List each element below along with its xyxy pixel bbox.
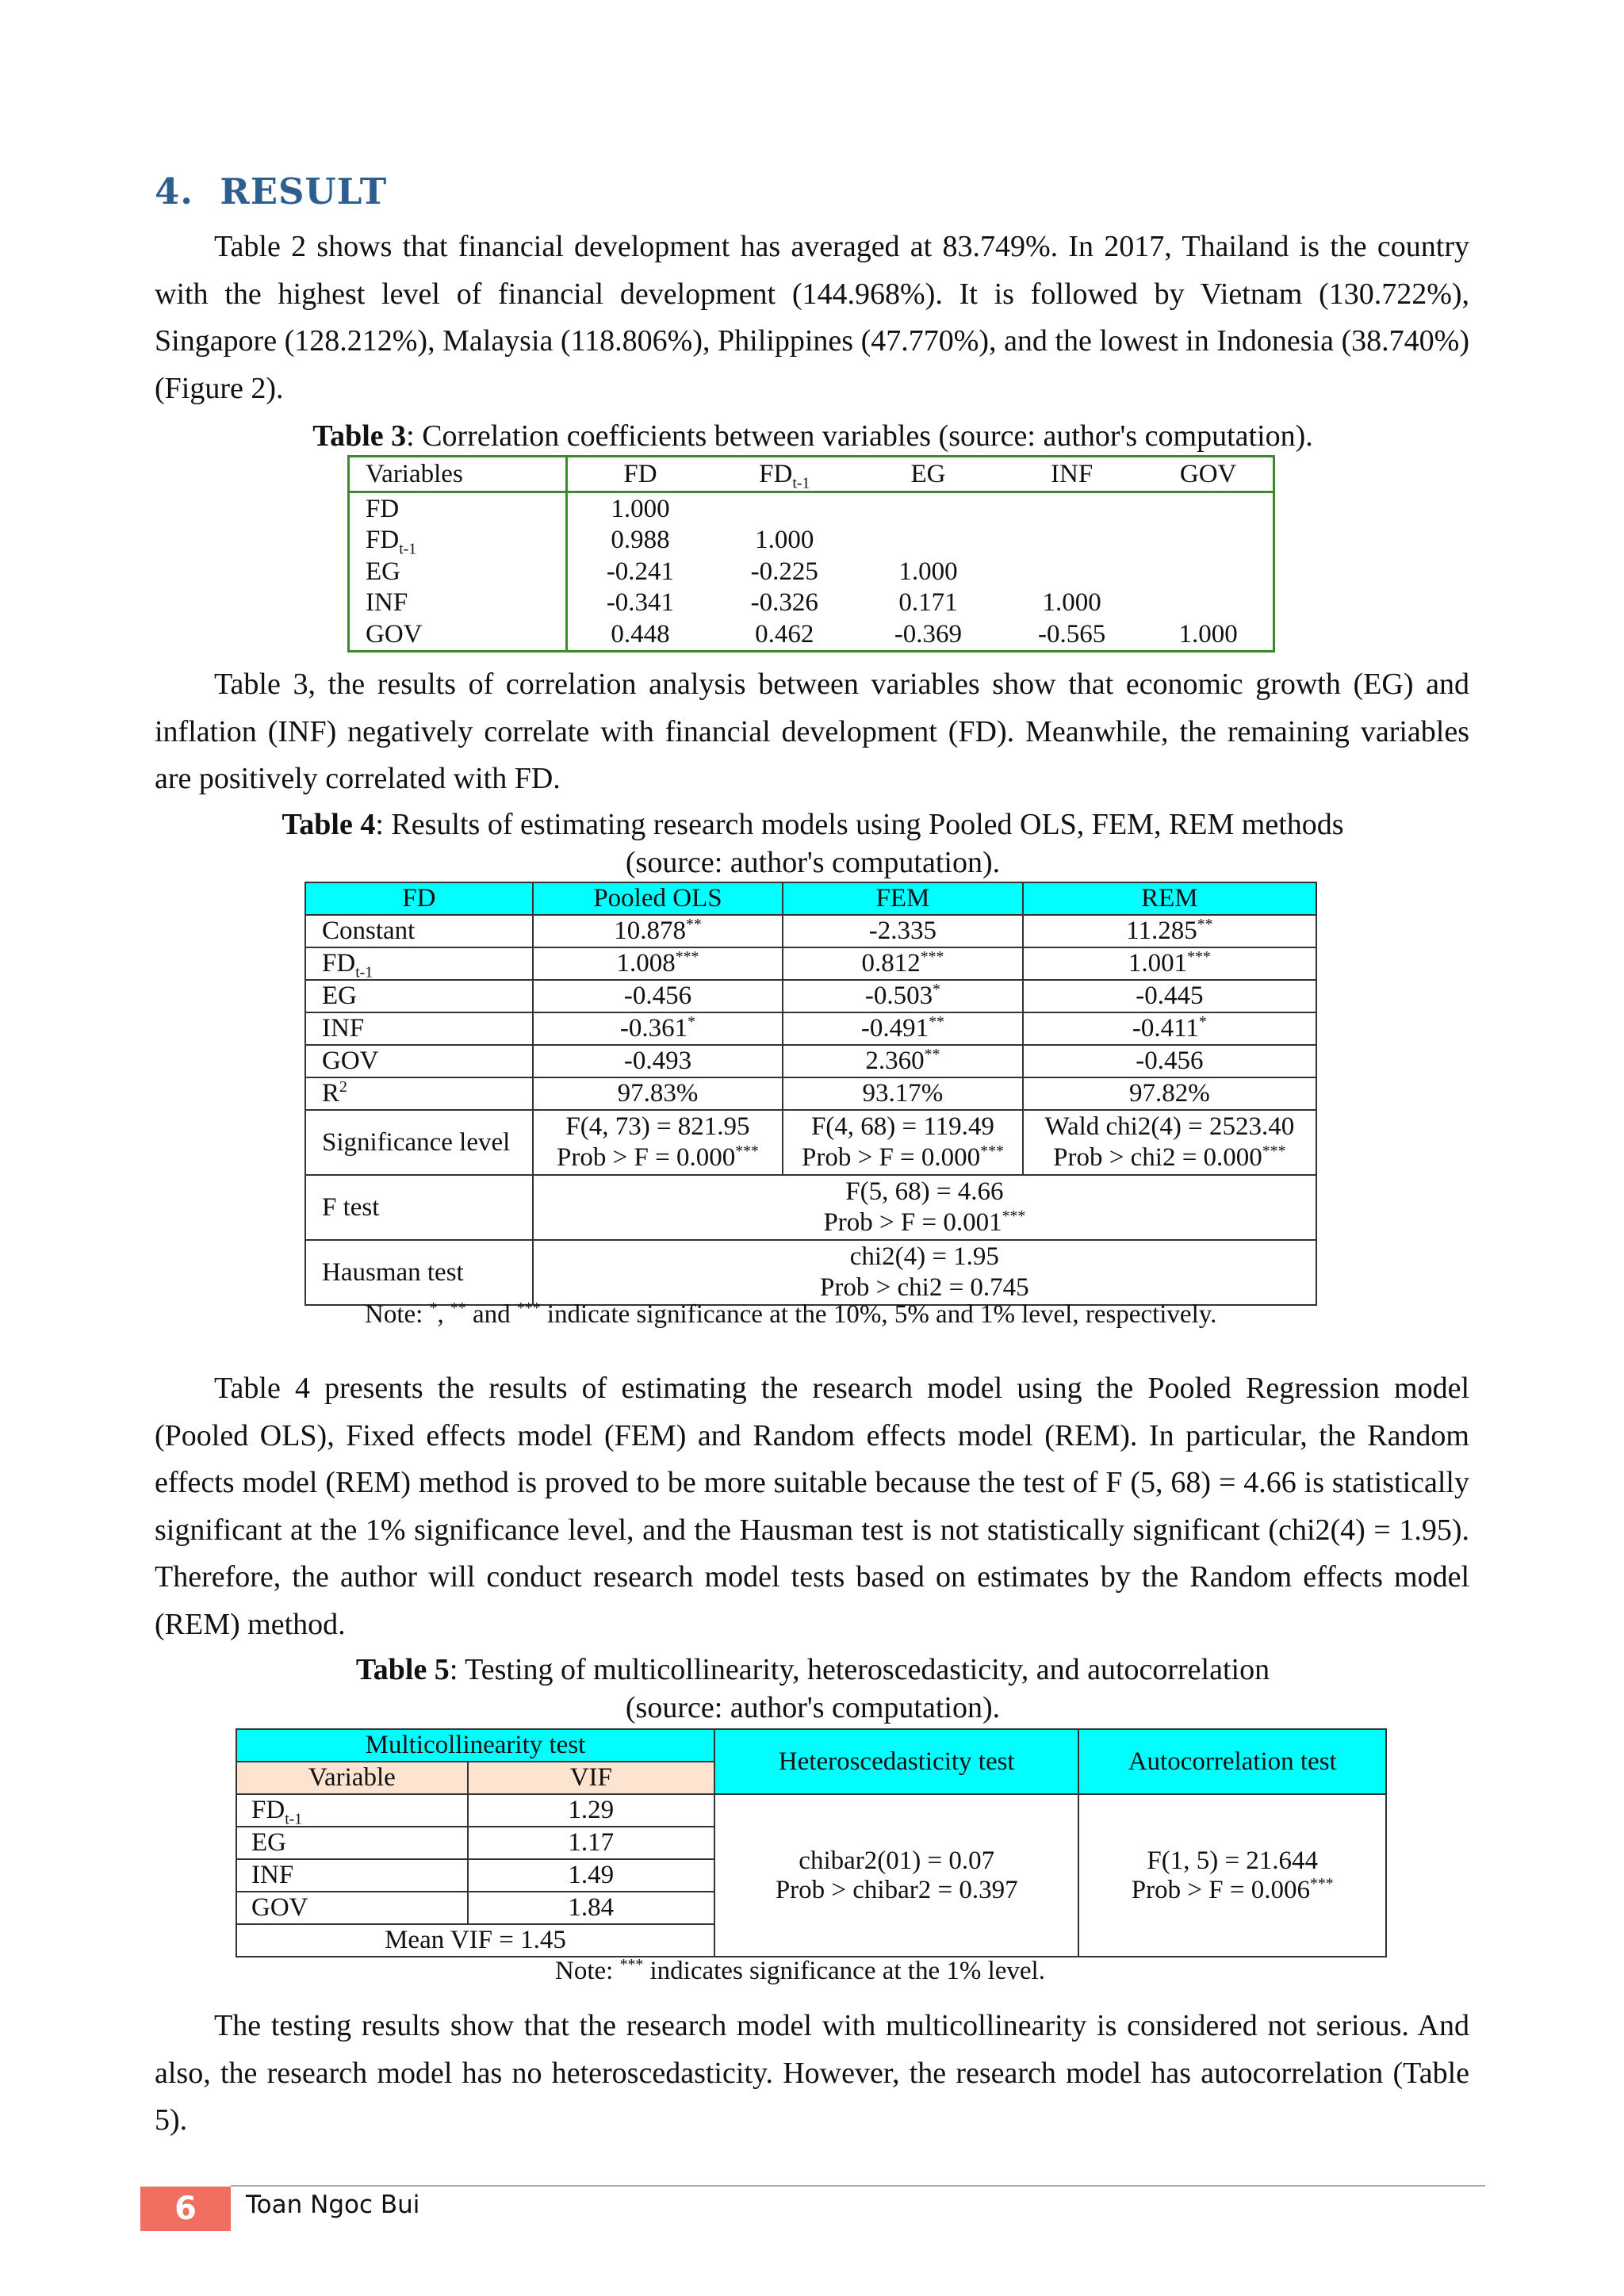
significance-stars: *: [933, 981, 940, 998]
significance-stars: ***: [1309, 1874, 1334, 1892]
cell: [783, 1045, 1022, 1077]
prob-line: Prob > F = 0.001: [823, 1208, 1002, 1237]
cell: 0.171: [898, 588, 958, 618]
note-text: indicate significance at the 10%, 5% and 1% level, respectively.: [540, 1300, 1217, 1329]
significance-stars: ***: [675, 948, 699, 966]
var-text: FD: [366, 494, 400, 523]
author-name: Toan Ngoc Bui: [246, 2191, 420, 2219]
cell: [533, 1240, 1316, 1305]
prob-line: Prob > chi2 = 0.000: [1053, 1143, 1262, 1172]
cell: [533, 1045, 783, 1077]
table-row: [349, 618, 1274, 651]
table-header-row: [305, 882, 1316, 915]
cell: [783, 980, 1022, 1012]
significance-stars: ***: [1187, 948, 1211, 966]
row-label: [349, 492, 567, 525]
header-cell: FD: [567, 457, 713, 492]
stat-line: chi2(4) = 1.95: [849, 1242, 999, 1271]
mean-vif: Mean VIF = 1.45: [236, 1924, 714, 1957]
value: 2.360: [865, 1047, 925, 1075]
significance-stars: **: [685, 916, 702, 933]
paragraph-4: [155, 2003, 1469, 2145]
cell: [1143, 525, 1274, 557]
correlation-table: [347, 455, 1275, 652]
header-cell: Heteroscedasticity test: [714, 1729, 1078, 1794]
star: **: [450, 1299, 466, 1317]
table4-caption: [198, 806, 1427, 882]
superscript: 2: [339, 1078, 347, 1096]
prob-line: Prob > F = 0.000: [557, 1143, 736, 1172]
var-text: FD: [322, 949, 356, 978]
value: 10.878: [614, 916, 686, 945]
value: -0.493: [623, 1047, 692, 1075]
var-text: FD: [366, 526, 400, 555]
prob-line: Prob > chibar2 = 0.397: [775, 1875, 1018, 1904]
value: -0.361: [619, 1014, 688, 1043]
value: -0.456: [623, 982, 692, 1010]
cell: 1.49: [468, 1859, 714, 1892]
header-cell: REM: [1023, 882, 1316, 915]
header-cell: Variables: [349, 457, 567, 492]
row-label: EG: [236, 1827, 468, 1859]
cell: 97.82%: [1023, 1077, 1316, 1110]
cell: -0.241: [606, 557, 675, 586]
note-prefix: Note:: [365, 1300, 430, 1329]
table4-label: Table 4: [282, 808, 376, 841]
prob-line: Prob > chi2 = 0.745: [820, 1273, 1029, 1302]
page-number: 6: [140, 2187, 231, 2231]
table-row: [305, 1077, 1316, 1110]
value: 11.285: [1126, 916, 1197, 945]
header-cell: [713, 457, 856, 492]
var-text: R: [322, 1079, 340, 1108]
header-cell: GOV: [1143, 457, 1274, 492]
cell: 1.000: [611, 494, 670, 523]
section-heading: [155, 170, 387, 212]
table4-caption-line1: : Results of estimating research models using Pooled OLS, FEM, REM methods: [375, 808, 1344, 841]
header-cell: Autocorrelation test: [1078, 1729, 1386, 1794]
section-number: 4.: [155, 170, 193, 212]
cell: 1.000: [898, 557, 958, 586]
cell: [1143, 587, 1274, 619]
prob-line: Prob > F = 0.006: [1131, 1875, 1310, 1904]
header-cell: Variable: [236, 1762, 468, 1794]
header-cell: Pooled OLS: [533, 882, 783, 915]
value: -0.411: [1132, 1014, 1199, 1043]
cell: 97.83%: [533, 1077, 783, 1110]
row-label: [349, 525, 567, 557]
header-cell: VIF: [468, 1762, 714, 1794]
cell: [783, 947, 1022, 980]
cell: [783, 1110, 1022, 1175]
ftest-row: [305, 1175, 1316, 1240]
row-label: [349, 556, 567, 587]
table-header-row: [236, 1729, 1386, 1762]
row-label: [349, 618, 567, 651]
footer-divider: [231, 2185, 1485, 2187]
table5-label: Table 5: [355, 1653, 450, 1686]
cell: [1023, 1110, 1316, 1175]
cell: [1000, 492, 1143, 525]
cell: 1.000: [755, 526, 814, 555]
cell: [533, 915, 783, 947]
header-cell: FEM: [783, 882, 1022, 915]
cell: [713, 492, 856, 525]
significance-stars: ***: [1002, 1207, 1026, 1225]
stat-line: Wald chi2(4) = 2523.40: [1044, 1112, 1295, 1141]
value: -0.503: [864, 982, 933, 1010]
table4-caption-line2: (source: author's computation).: [625, 846, 1001, 879]
subscript: t-1: [399, 540, 417, 558]
row-label: [349, 587, 567, 619]
paragraph-text: The testing results show that the research model with multicollinearity is considered not serious. And also, the research model has no heteroscedasticity. However, the research model has autocorrelation (Table 5).: [155, 2009, 1469, 2137]
subscript: t-1: [355, 963, 373, 982]
header-cell: EG: [856, 457, 1000, 492]
row-label: Constant: [305, 915, 533, 947]
row-label: Hausman test: [305, 1240, 533, 1305]
note-text: indicates significance at the 1% level.: [643, 1957, 1045, 1985]
hausman-row: [305, 1240, 1316, 1305]
cell: [1143, 492, 1274, 525]
cell: [1023, 980, 1316, 1012]
estimation-table: [304, 882, 1317, 1306]
cell: 0.988: [611, 526, 670, 555]
cell: [1000, 556, 1143, 587]
cell: [1023, 1045, 1316, 1077]
cell: -0.326: [750, 588, 818, 618]
value: -0.491: [860, 1014, 929, 1043]
cell: [533, 1110, 783, 1175]
paragraph-2: [155, 661, 1469, 803]
table5-note: [555, 1957, 1045, 1986]
significance-stars: ***: [980, 1142, 1004, 1160]
table-row: [236, 1794, 1386, 1827]
table5-caption: [198, 1651, 1427, 1727]
star: ***: [619, 1956, 644, 1973]
header-cell: INF: [1000, 457, 1143, 492]
row-label: Significance level: [305, 1110, 533, 1175]
significance-stars: **: [1197, 916, 1213, 933]
row-label: [305, 947, 533, 980]
prob-line: Prob > F = 0.000: [802, 1143, 981, 1172]
table-header-row: [349, 457, 1274, 492]
table-row: [349, 587, 1274, 619]
cell: 1.000: [1178, 619, 1238, 649]
table-row: [305, 915, 1316, 947]
var-text: INF: [366, 588, 408, 618]
table-row: [349, 492, 1274, 525]
table5-caption-line2: (source: author's computation).: [625, 1691, 1001, 1724]
cell: [533, 1012, 783, 1045]
significance-stars: **: [929, 1013, 944, 1031]
cell: -0.369: [894, 619, 963, 649]
cell: 0.462: [755, 619, 814, 649]
significance-stars: *: [1198, 1013, 1207, 1031]
row-label: GOV: [236, 1892, 468, 1924]
significance-stars: ***: [735, 1142, 759, 1160]
cell: [1000, 525, 1143, 557]
stat-line: F(5, 68) = 4.66: [845, 1177, 1004, 1206]
significance-stars: ***: [920, 948, 944, 966]
row-label: [305, 1077, 533, 1110]
sep: and: [465, 1300, 517, 1329]
stat-line: F(1, 5) = 21.644: [1147, 1846, 1319, 1875]
paragraph-text: Table 3, the results of correlation analysis between variables show that economic growth (EG) and inflation (INF) negatively correlate with financial development (FD). Meanwhile, the remaining variables are positively correlated with FD.: [155, 668, 1469, 795]
row-label: [236, 1794, 468, 1827]
auto-result: [1078, 1794, 1386, 1957]
significance-stars: ***: [1262, 1142, 1286, 1160]
cell: -0.341: [606, 588, 675, 618]
diagnostics-table: [236, 1728, 1387, 1957]
cell: [533, 947, 783, 980]
table-row: [349, 525, 1274, 557]
note-prefix: Note:: [555, 1957, 620, 1985]
stat-line: chibar2(01) = 0.07: [799, 1846, 995, 1875]
cell: 1.17: [468, 1827, 714, 1859]
section-title: RESULT: [220, 170, 388, 212]
cell: 1.000: [1042, 588, 1101, 618]
var-text: GOV: [366, 619, 423, 649]
table3-label: Table 3: [312, 419, 407, 453]
row-label: F test: [305, 1175, 533, 1240]
significance-stars: *: [688, 1013, 696, 1031]
cell: [1023, 947, 1316, 980]
significance-stars: **: [924, 1046, 940, 1063]
table4-note: [365, 1300, 1216, 1330]
cell: [783, 1012, 1022, 1045]
value: -0.445: [1136, 982, 1204, 1010]
value: -0.456: [1136, 1047, 1204, 1075]
cell: -0.565: [1038, 619, 1106, 649]
var-text: FD: [251, 1796, 285, 1824]
cell: [856, 492, 1000, 525]
table-row: [349, 556, 1274, 587]
value: 1.001: [1128, 949, 1188, 978]
row-label: INF: [236, 1859, 468, 1892]
paragraph-text: Table 4 presents the results of estimating the research model using the Pooled Regression model (Pooled OLS), Fixed effects model (FEM) and Random effects model (REM). In particular, the Random effects model (REM) method is proved to be more suitable because the test of F (5, 68) = 4.66 is statistically significant at the 1% significance level, and the Hausman test is not statistically significant (chi2(4) = 1.95). Therefore, the author will conduct research model tests based on estimates by the Random effects model (REM) method.: [155, 1372, 1469, 1641]
header-cell: Multicollinearity test: [236, 1729, 714, 1762]
value: 0.812: [861, 949, 921, 978]
cell: 1.29: [468, 1794, 714, 1827]
value: 1.008: [616, 949, 676, 978]
var-text: EG: [366, 557, 400, 586]
row-label: INF: [305, 1012, 533, 1045]
paragraph-1: [155, 224, 1469, 412]
cell: [783, 915, 1022, 947]
star: *: [429, 1299, 438, 1317]
stat-line: F(4, 73) = 821.95: [565, 1112, 750, 1141]
table-row: [305, 980, 1316, 1012]
table5-caption-line1: : Testing of multicollinearity, heteroscedasticity, and autocorrelation: [449, 1653, 1270, 1686]
cell: [856, 525, 1000, 557]
stat-line: F(4, 68) = 119.49: [810, 1112, 994, 1141]
hetero-result: [714, 1794, 1078, 1957]
table-row: [305, 1012, 1316, 1045]
cell: [1023, 1012, 1316, 1045]
table3-caption: [238, 417, 1388, 455]
cell: [533, 1175, 1316, 1240]
significance-row: [305, 1110, 1316, 1175]
row-label: EG: [305, 980, 533, 1012]
header-cell: FD: [305, 882, 533, 915]
star: ***: [516, 1299, 541, 1317]
cell: 0.448: [611, 619, 670, 649]
value: -2.335: [868, 916, 937, 945]
cell: 1.84: [468, 1892, 714, 1924]
subscript: t-1: [285, 1810, 303, 1828]
table-row: [305, 1045, 1316, 1077]
cell: [1023, 915, 1316, 947]
header-text: FD: [759, 460, 793, 488]
paragraph-text: Table 2 shows that financial development has averaged at 83.749%. In 2017, Thailand is the country with the highest level of financial development (144.968%). It is followed by Vietnam (130.722%), Singapore (128.212%), Malaysia (118.806%), Philippines (47.770%), and the lowest in Indonesia (38.740%) (Figure 2).: [155, 230, 1469, 405]
cell: 93.17%: [783, 1077, 1022, 1110]
table3-caption-text: : Correlation coefficients between variables (source: author's computation).: [406, 419, 1313, 453]
cell: [1143, 556, 1274, 587]
paragraph-3: [155, 1365, 1469, 1648]
cell: -0.225: [750, 557, 818, 586]
table-row: [305, 947, 1316, 980]
sep: ,: [437, 1300, 450, 1329]
subscript: t-1: [792, 474, 810, 492]
cell: [533, 980, 783, 1012]
row-label: GOV: [305, 1045, 533, 1077]
